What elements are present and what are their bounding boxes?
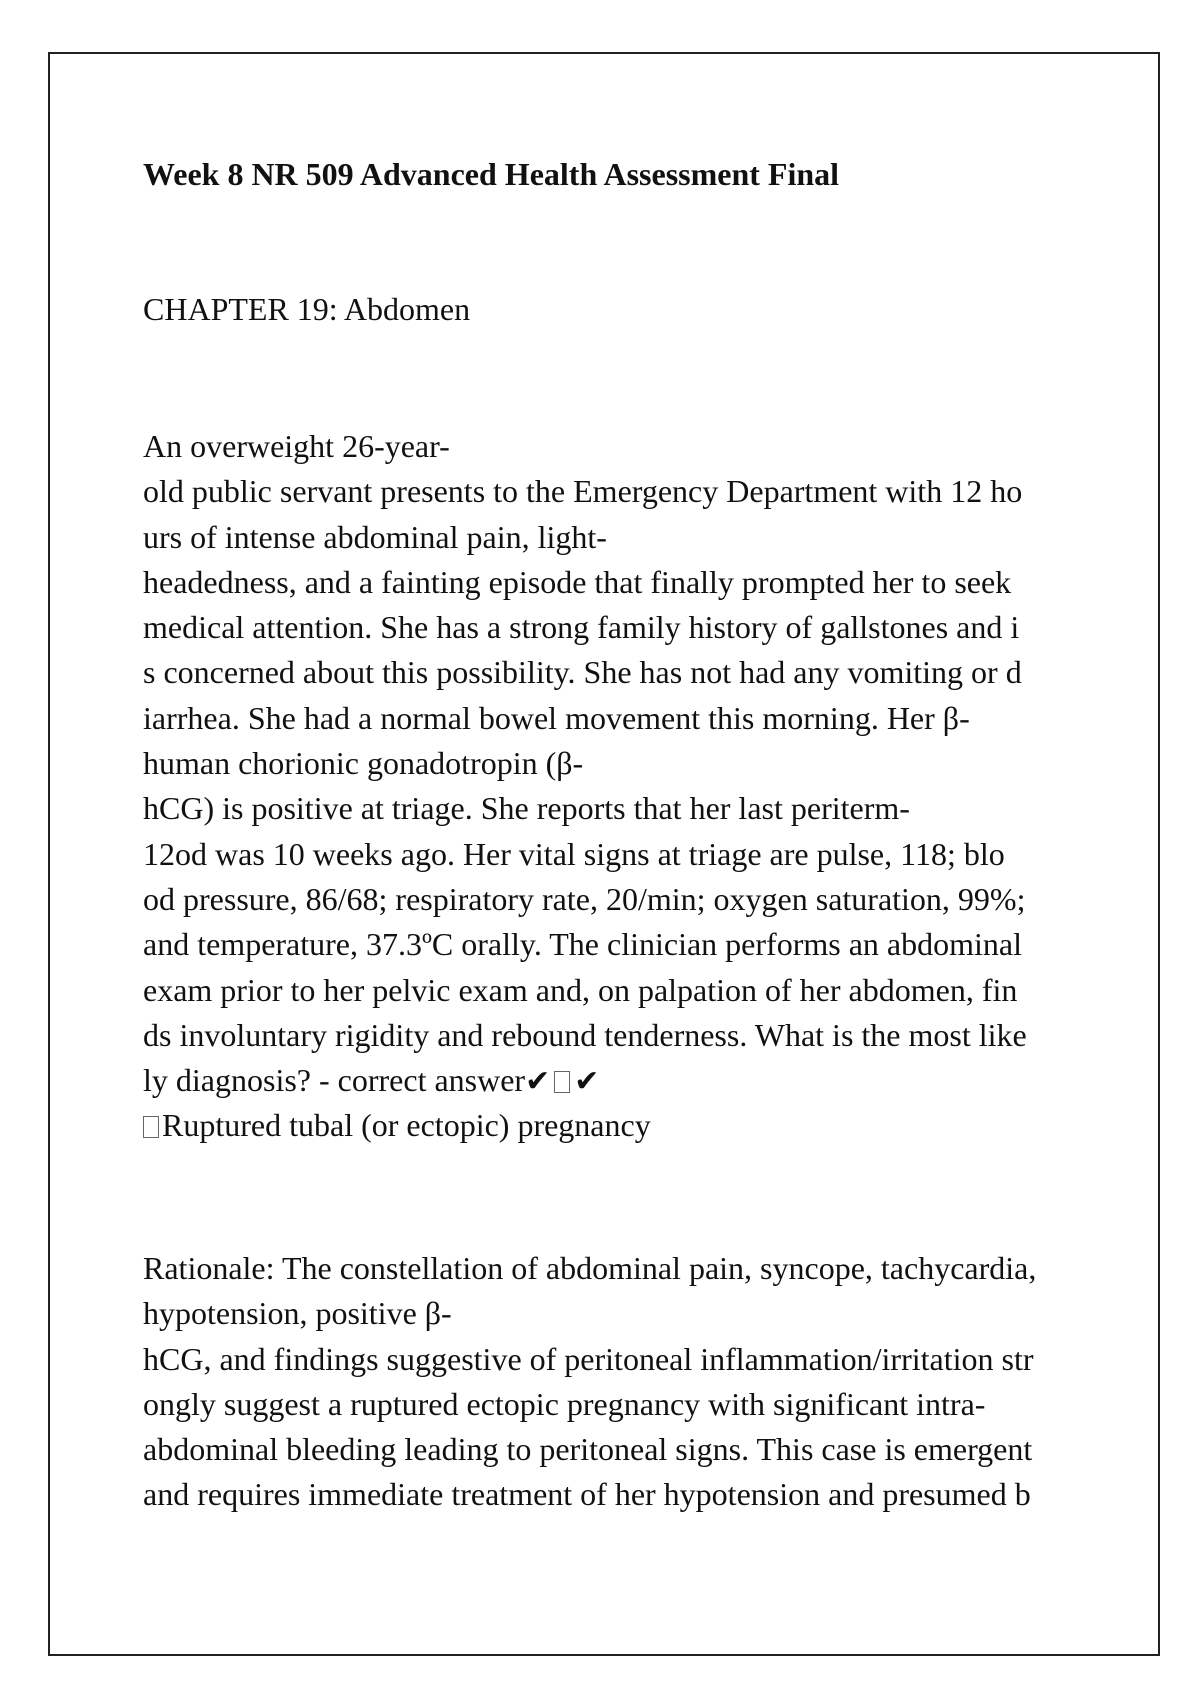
- question-line: ds involuntary rigidity and rebound tenderness. What is the most like: [143, 1016, 1027, 1053]
- document-title: Week 8 NR 509 Advanced Health Assessment Final: [143, 156, 840, 192]
- rationale-line: hCG, and findings suggestive of peritoneal inflammation/irritation str: [143, 1340, 1034, 1377]
- answer-line: [143, 1103, 1027, 1148]
- question-line: old public servant presents to the Emergency Department with 12 ho: [143, 473, 1023, 510]
- check-mark-icon: ✔: [574, 1065, 600, 1099]
- question-line: iarrhea. She had a normal bowel movement this morning. Her β-: [143, 699, 970, 736]
- rationale-line: Rationale: The constellation of abdominal pain, syncope, tachycardia,: [143, 1250, 1037, 1286]
- question-line: hCG) is positive at triage. She reports that her last periterm-: [143, 790, 910, 827]
- rationale-line: and requires immediate treatment of her hypotension and presumed b: [143, 1476, 1031, 1513]
- answer-text: Ruptured tubal (or ectopic) pregnancy: [162, 1107, 651, 1144]
- chapter-heading: CHAPTER 19: Abdomen: [143, 291, 471, 327]
- question-line: human chorionic gonadotropin (β-: [143, 745, 584, 782]
- question-line: 12od was 10 weeks ago. Her vital signs at triage are pulse, 118; blo: [143, 835, 1005, 872]
- check-mark-icon: ✔: [525, 1065, 551, 1099]
- rationale-line: ongly suggest a ruptured ectopic pregnancy with significant intra-: [143, 1385, 986, 1422]
- question-line: s concerned about this possibility. She has not had any vomiting or d: [143, 654, 1022, 691]
- rationale-line: hypotension, positive β-: [143, 1295, 452, 1332]
- rationale-text: [143, 1246, 1036, 1518]
- missing-glyph-box-icon: [143, 1116, 159, 1138]
- question-last-line: [143, 1058, 1027, 1103]
- question-text: [143, 424, 1027, 1149]
- correct-answer-prompt: ly diagnosis? - correct answer: [143, 1062, 526, 1099]
- question-line: and temperature, 37.3ºC orally. The clinician performs an abdominal: [143, 926, 1022, 963]
- rationale-line: abdominal bleeding leading to peritoneal signs. This case is emergent: [143, 1431, 1033, 1468]
- question-line: medical attention. She has a strong family history of gallstones and i: [143, 609, 1020, 646]
- question-line: urs of intense abdominal pain, light-: [143, 518, 607, 555]
- question-line: headedness, and a fainting episode that finally prompted her to seek: [143, 563, 1012, 600]
- question-line: od pressure, 86/68; respiratory rate, 20/min; oxygen saturation, 99%;: [143, 880, 1026, 917]
- question-line: exam prior to her pelvic exam and, on palpation of her abdomen, fin: [143, 971, 1018, 1008]
- question-line: An overweight 26-year-: [143, 428, 450, 464]
- missing-glyph-box-icon: [554, 1071, 570, 1093]
